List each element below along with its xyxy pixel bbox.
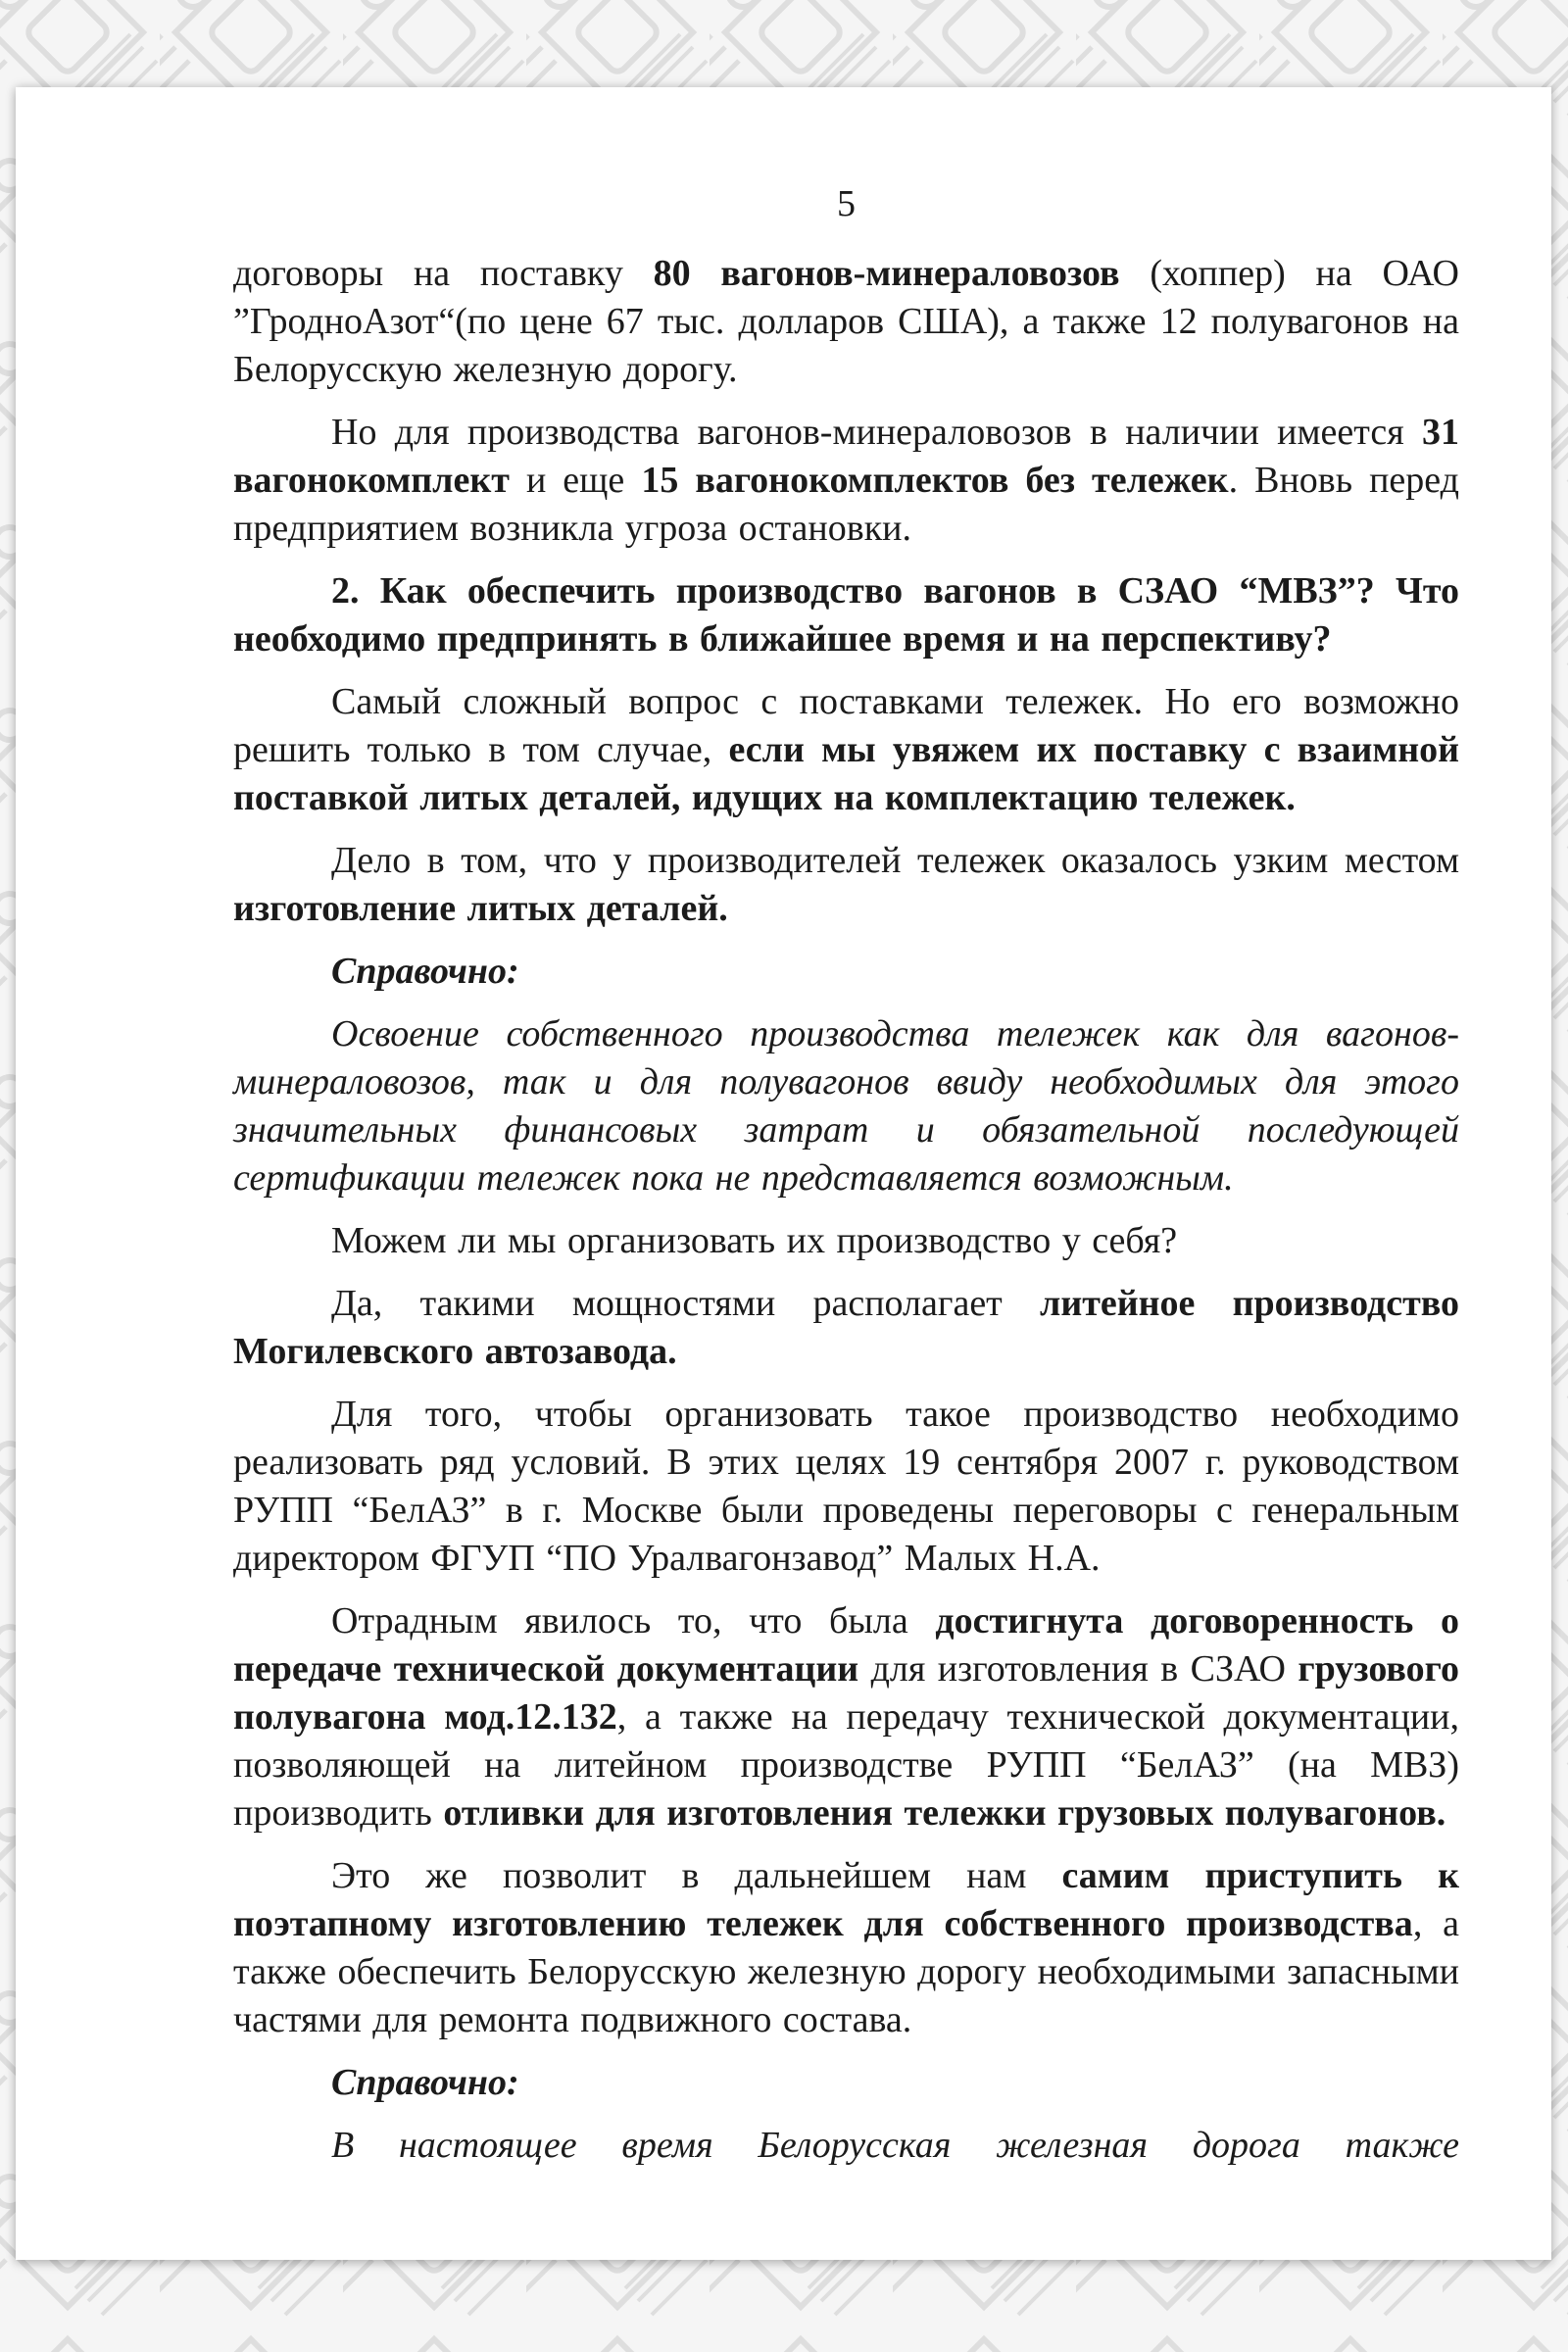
- paragraph-bottleneck: [233, 837, 1459, 933]
- document-page: [16, 87, 1551, 2260]
- text-run: Для того, чтобы организовать такое производство необходимо реализовать ряд условий. В этих целях 19 сентября 2007 г. руководством РУПП “БелАЗ” в г. Москве были проведены переговоры с генеральным директором ФГУП “ПО Уралвагонзавод” Малых Н.А.: [233, 1394, 1459, 1579]
- text-run: . Вновь перед предприятием возникла угроза остановки.: [233, 460, 1459, 549]
- section-heading-2: [233, 567, 1459, 663]
- paragraph-wagon-kits: [233, 409, 1459, 553]
- text-run: литейное производство Могилевского автозавода.: [233, 1283, 1459, 1372]
- text-run: Но для производства вагонов-минераловозов в наличии имеется: [331, 412, 1422, 453]
- paragraph-bogies-question: [233, 678, 1459, 822]
- text-run: Справочно:: [331, 2062, 519, 2103]
- document-content: [16, 87, 1551, 2170]
- document-body: [233, 250, 1459, 2170]
- text-run: если мы увяжем их поставку с взаимной поставкой литых деталей, идущих на комплектацию тележек.: [233, 729, 1460, 818]
- paragraph-contracts: [233, 250, 1459, 394]
- text-run: достигнута договоренность о передаче технической документации: [233, 1600, 1459, 1690]
- text-run: , а также обеспечить Белорусскую железную дорогу необходимыми запасными частями для ремонта подвижного состава.: [233, 1903, 1459, 2040]
- paragraph-negotiations: [233, 1391, 1459, 1583]
- paragraph-can-we-organize: [233, 1217, 1459, 1265]
- text-run: , а также на передачу технической документации, позволяющей на литейном производстве РУПП “БелАЗ” (на МВЗ) производить: [233, 1696, 1459, 1834]
- reference-note-railway: [233, 2122, 1459, 2170]
- text-run: договоры на поставку: [233, 253, 654, 294]
- paragraph-agreement: [233, 1597, 1459, 1838]
- text-run: Самый сложный вопрос с поставками тележек. Но его возможно решить только в том случае,: [233, 681, 1459, 770]
- reference-label: [233, 2059, 1459, 2107]
- text-run: Дело в том, что у производителей тележек оказалось узким местом: [331, 840, 1459, 881]
- text-run: Отрадным явилось то, что была: [331, 1600, 936, 1642]
- text-run: Можем ли мы организовать их производство у себя?: [331, 1220, 1178, 1261]
- text-run: 31 вагонокомплект: [233, 412, 1459, 501]
- text-run: 15 вагонокомплектов без тележек: [641, 460, 1229, 501]
- text-run: грузового полувагона мод.12.132: [233, 1648, 1459, 1738]
- text-run: Это же позволит в дальнейшем нам: [331, 1855, 1062, 1896]
- text-run: 80 вагонов-минераловозов: [653, 253, 1120, 294]
- page-number: 5: [837, 183, 856, 224]
- text-run: изготовление литых деталей.: [233, 888, 728, 929]
- text-run: Справочно:: [331, 951, 519, 992]
- text-run: В настоящее время Белорусская железная дорога также: [331, 2125, 1459, 2166]
- paragraph-foundry: [233, 1280, 1459, 1376]
- text-run: Освоение собственного производства тележек как для вагонов-минераловозов, так и для полувагонов ввиду необходимых для этого значительных финансовых затрат и обязательной последующей сертификации тележек пока не представляется возможным.: [233, 1013, 1459, 1199]
- text-run: (хоппер) на ОАО ”ГродноАзот“(по цене 67 тыс. долларов США), а также 12 полувагонов на Белорусскую железную дорогу.: [233, 253, 1459, 390]
- text-run: отливки для изготовления тележки грузовых полувагонов.: [443, 1792, 1446, 1834]
- reference-note-certification: [233, 1010, 1459, 1202]
- text-run: 2. Как обеспечить производство вагонов в СЗАО “МВЗ”? Что необходимо предпринять в ближайшее время и на перспективу?: [233, 570, 1459, 660]
- text-run: для изготовления в СЗАО: [858, 1648, 1298, 1690]
- text-run: и еще: [509, 460, 642, 501]
- reference-label: [233, 948, 1459, 996]
- paragraph-future: [233, 1852, 1459, 2044]
- text-run: Да, такими мощностями располагает: [331, 1283, 1040, 1324]
- text-run: самим приступить к поэтапному изготовлению тележек для собственного производства: [233, 1855, 1459, 1944]
